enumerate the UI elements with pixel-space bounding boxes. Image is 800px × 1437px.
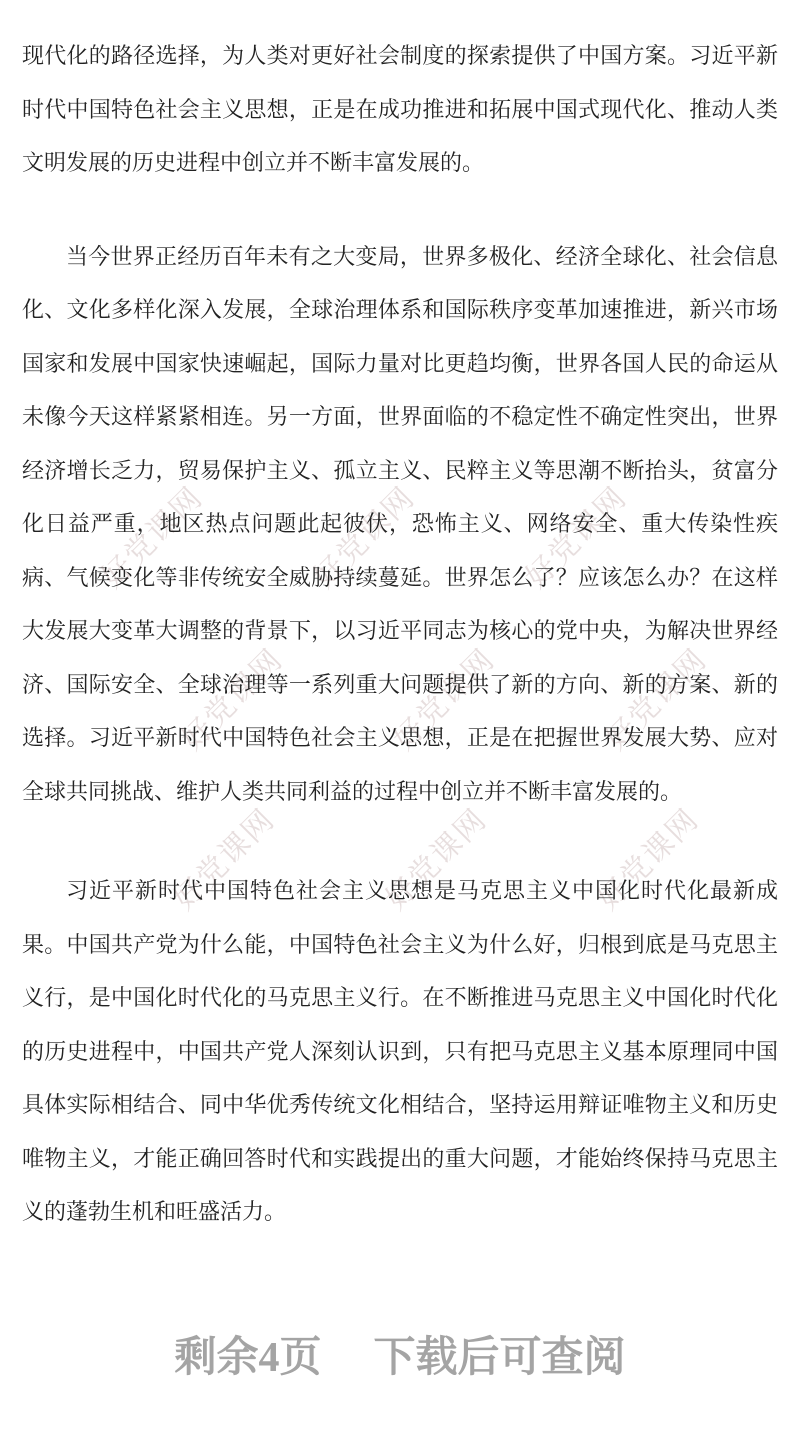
paragraph: 习近平新时代中国特色社会主义思想是马克思主义中国化时代化最新成果。中国共产党为什么能，中国特色社会主义为什么好，归根到底是马克思主义行，是中国化时代化的马克思主义行。在不断推进马克思主义中国化时代化的历史进程中，中国共产党人深刻认识到，只有把马克思主义基本原理同中国具体实际相结合、同中华优秀传统文化相结合，坚持运用辩证唯物主义和历史唯物主义，才能正确回答时代和实践提出的重大问题，才能始终保持马克思主义的蓬勃生机和旺盛活力。: [22, 878, 778, 1224]
site-watermark: 好党课网: [591, 802, 706, 917]
page-footer: [0, 1335, 800, 1381]
site-watermark: 好党课网: [95, 480, 210, 595]
remaining-pages-label: 剩余4页: [174, 1334, 322, 1381]
site-watermark: 好党课网: [379, 802, 494, 917]
site-watermark: 好党课网: [167, 802, 282, 917]
site-watermark: 好党课网: [519, 480, 634, 595]
paragraph: 当今世界正经历百年未有之大变局，世界多极化、经济全球化、社会信息化、文化多样化深入发展，全球治理体系和国际秩序变革加速推进，新兴市场国家和发展中国家快速崛起，国际力量对比更趋均衡，世界各国人民的命运从未像今天这样紧紧相连。另一方面，世界面临的不稳定性不确定性突出，世界经济增长乏力，贸易保护主义、孤立主义、民粹主义等思潮不断抬头，贫富分化日益严重，地区热点问题此起彼伏，恐怖主义、网络安全、重大传染性疾病、气候变化等非传统安全威胁持续蔓延。世界怎么了？应该怎么办？在这样大发展大变革大调整的背景下，以习近平同志为核心的党中央，为解决世界经济、国际安全、全球治理等一系列重大问题提供了新的方向、新的方案、新的选择。习近平新时代中国特色社会主义思想，正是在把握世界发展大势、应对全球共同挑战、维护人类共同利益的过程中创立并不断丰富发展的。: [22, 243, 778, 804]
site-watermark: 好党课网: [599, 642, 714, 757]
paragraph: 现代化的路径选择，为人类对更好社会制度的探索提供了中国方案。习近平新时代中国特色社会主义思想，正是在成功推进和拓展中国式现代化、推动人类文明发展的历史进程中创立并不断丰富发展的。: [22, 43, 778, 175]
site-watermark: 好党课网: [307, 480, 422, 595]
download-hint-label: 下载后可查阅: [373, 1334, 626, 1381]
site-watermark: 好党课网: [175, 642, 290, 757]
site-watermark: 好党课网: [387, 642, 502, 757]
